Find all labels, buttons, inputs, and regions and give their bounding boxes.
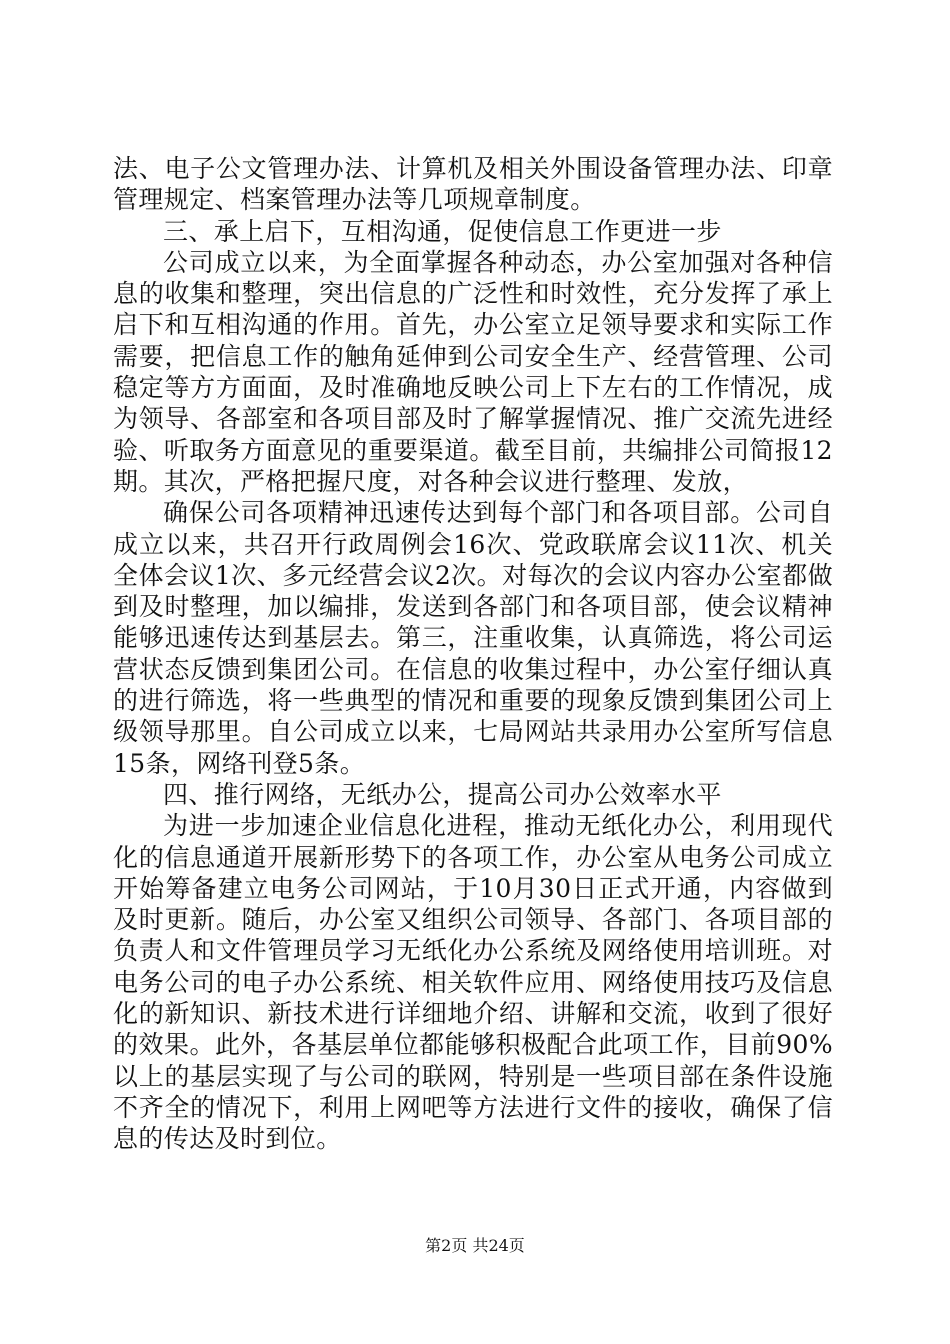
page-footer: 第2页 共24页 [425, 1236, 525, 1255]
document-body [113, 153, 833, 1155]
section-heading-4: 四、推行网络，无纸办公，提高公司办公效率水平 [163, 779, 722, 809]
paragraph: 确保公司各项精神迅速传达到每个部门和各项目部。公司自成立以来，共召开行政周例会16次、党政联席会议11次、机关全体会议1次、多元经营会议2次。对每次的会议内容办公室都做到及时整理，加以编排，发送到各部门和各项目部，使会议精神能够迅速传达到基层去。第三，注重收集，认真筛选，将公司运营状态反馈到集团公司。在信息的收集过程中，办公室仔细认真的进行筛选，将一些典型的情况和重要的现象反馈到集团公司上级领导那里。自公司成立以来，七局网站共录用办公室所写信息15条，网络刊登5条。 [113, 498, 833, 778]
paragraph-continuation: 法、电子公文管理办法、计算机及相关外围设备管理办法、印章管理规定、档案管理办法等几项规章制度。 [113, 154, 833, 215]
paragraph: 为进一步加速企业信息化进程，推动无纸化办公，利用现代化的信息通道开展新形势下的各项工作，办公室从电务公司成立开始筹备建立电务公司网站，于10月30日正式开通，内容做到及时更新。随后，办公室又组织公司领导、各部门、各项目部的负责人和文件管理员学习无纸化办公系统及网络使用培训班。对电务公司的电子办公系统、相关软件应用、网络使用技巧及信息化的新知识、新技术进行详细地介绍、讲解和交流，收到了很好的效果。此外，各基层单位都能够积极配合此项工作，目前90%以上的基层实现了与公司的联网，特别是一些项目部在条件设施不齐全的情况下，利用上网吧等方法进行文件的接收，确保了信息的传达及时到位。 [113, 811, 833, 1154]
section-heading-3: 三、承上启下，互相沟通，促使信息工作更进一步 [163, 216, 722, 246]
paragraph: 公司成立以来，为全面掌握各种动态，办公室加强对各种信息的收集和整理，突出信息的广泛性和时效性，充分发挥了承上启下和互相沟通的作用。首先，办公室立足领导要求和实际工作需要，把信息工作的触角延伸到公司安全生产、经营管理、公司稳定等方方面面，及时准确地反映公司上下左右的工作情况，成为领导、各部室和各项目部及时了解掌握情况、推广交流先进经验、听取务方面意见的重要渠道。截至目前，共编排公司简报12期。其次，严格把握尺度，对各种会议进行整理、发放， [113, 247, 833, 496]
